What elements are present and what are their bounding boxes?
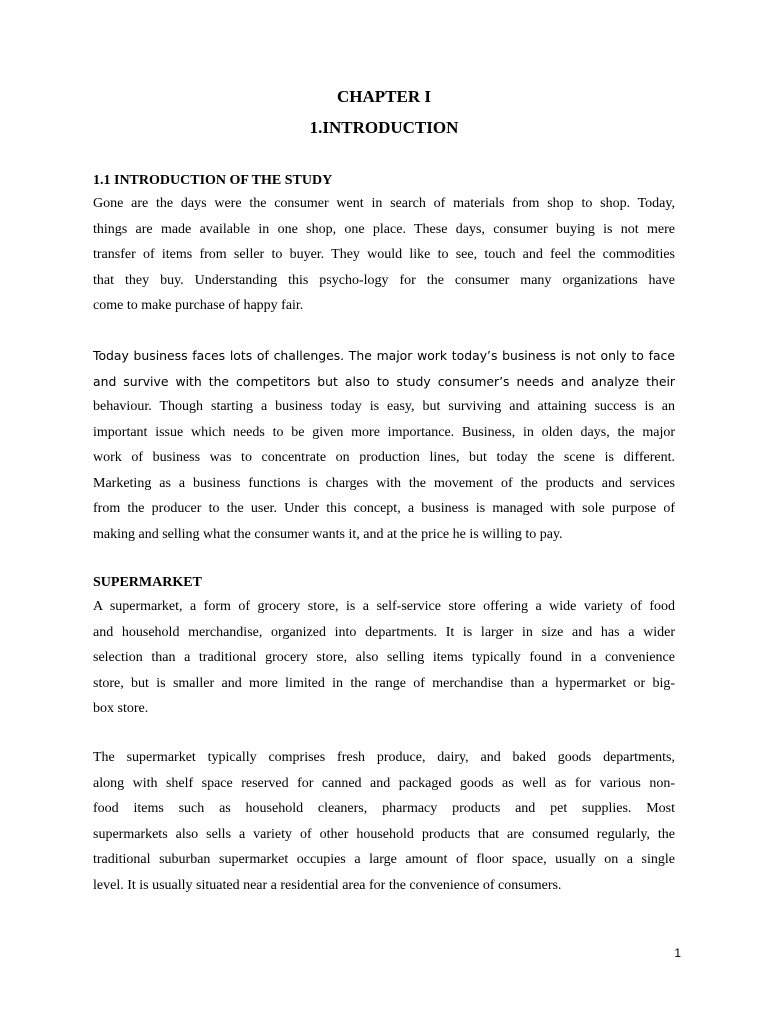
paragraph-line: behaviour. Though starting a business today is easy, but surviving and attaining success is an <box>93 399 675 414</box>
section-heading-introduction-of-study: 1.1 INTRODUCTION OF THE STUDY <box>93 173 333 188</box>
section-heading-supermarket: SUPERMARKET <box>93 575 202 590</box>
paragraph-line: and household merchandise, organized into departments. It is larger in size and has a wider <box>93 624 675 640</box>
paragraph-line: level. It is usually situated near a residential area for the convenience of consumers. <box>93 877 562 893</box>
paragraph-line: come to make purchase of happy fair. <box>93 298 304 313</box>
paragraph-line: supermarkets also sells a variety of other household products that are consumed regularly, the <box>93 826 675 842</box>
paragraph-supermarket-departments <box>93 745 675 898</box>
paragraph-line: from the producer to the user. Under this concept, a business is managed with sole purpose of <box>93 501 675 516</box>
page-number: 1 <box>674 946 681 960</box>
paragraph-line: Gone are the days were the consumer went in search of materials from shop to shop. Today, <box>93 196 675 211</box>
paragraph-line: things are made available in one shop, one place. These days, consumer buying is not mere <box>93 221 675 237</box>
paragraph-line: and survive with the competitors but also to study consumer’s needs and analyze their <box>93 373 675 389</box>
paragraph-line: transfer of items from seller to buyer. They would like to see, touch and feel the commodities <box>93 247 675 262</box>
paragraph-introduction <box>93 191 675 319</box>
paragraph-line: work of business was to concentrate on production lines, but today the scene is different. <box>93 450 675 465</box>
paragraph-line: food items such as household cleaners, pharmacy products and pet supplies. Most <box>93 801 675 816</box>
chapter-title: CHAPTER I <box>337 87 431 106</box>
paragraph-line: traditional suburban supermarket occupies a large amount of floor space, usually on a single <box>93 852 675 867</box>
paragraph-business-challenges <box>93 343 675 547</box>
paragraph-line: Today business faces lots of challenges. The major work today’s business is not only to face <box>93 348 675 363</box>
paragraph-line: The supermarket typically comprises fresh produce, dairy, and baked goods departments, <box>93 750 675 765</box>
paragraph-line: store, but is smaller and more limited in the range of merchandise than a hypermarket or big- <box>93 675 675 691</box>
chapter-subtitle: 1.INTRODUCTION <box>309 118 459 137</box>
paragraph-line: A supermarket, a form of grocery store, is a self-service store offering a wide variety of food <box>93 599 675 614</box>
paragraph-line: box store. <box>93 701 149 716</box>
paragraph-line: Marketing as a business functions is charges with the movement of the products and services <box>93 475 675 491</box>
paragraph-line: along with shelf space reserved for canned and packaged goods as well as for various non- <box>93 775 675 791</box>
paragraph-line: important issue which needs to be given more importance. Business, in olden days, the major <box>93 424 675 440</box>
paragraph-supermarket-definition <box>93 594 675 722</box>
paragraph-line: selection than a traditional grocery store, also selling items typically found in a convenience <box>93 650 675 665</box>
paragraph-line: that they buy. Understanding this psycho-logy for the consumer many organizations have <box>93 272 675 288</box>
paragraph-line: making and selling what the consumer wants it, and at the price he is willing to pay. <box>93 526 563 542</box>
